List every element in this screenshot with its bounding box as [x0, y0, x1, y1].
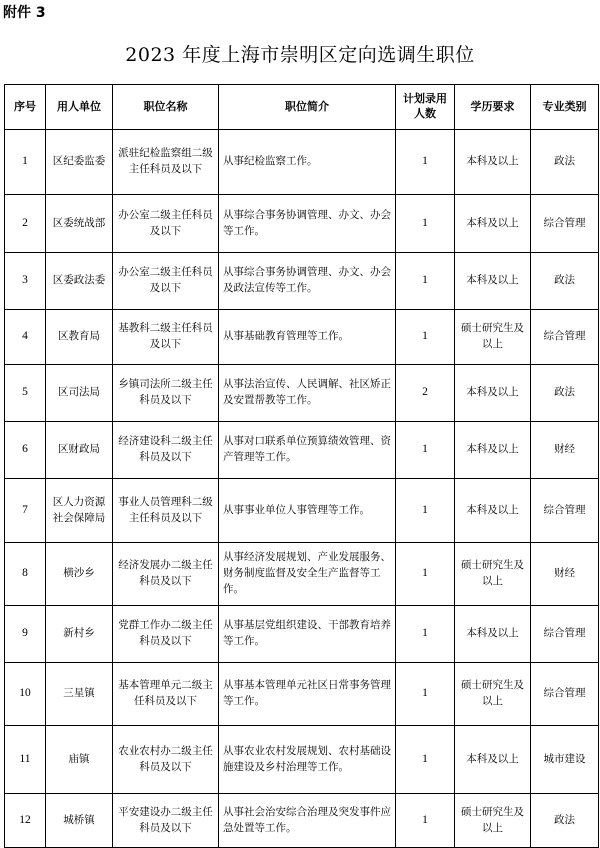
header-description: 职位简介 — [219, 85, 396, 130]
table-row — [5, 195, 599, 253]
header-unit: 用人单位 — [46, 85, 113, 130]
cell-description: 从事法治宣传、人民调解、社区矫正及安置帮教等工作。 — [219, 365, 396, 422]
table-row — [5, 794, 599, 848]
cell-unit: 庙镇 — [46, 726, 113, 794]
table-row — [5, 310, 599, 365]
cell-category: 政法 — [531, 130, 599, 195]
cell-category: 综合管理 — [531, 479, 599, 543]
cell-index: 6 — [5, 422, 46, 479]
cell-description: 从事经济发展规划、产业发展服务、财务制度监督及安全生产监督等工作。 — [219, 543, 396, 606]
table-row — [5, 422, 599, 479]
cell-description: 从事农业农村发展规划、农村基础设施建设及乡村治理等工作。 — [219, 726, 396, 794]
cell-education: 本科及以上 — [455, 195, 531, 253]
cell-description: 从事综合事务协调管理、办文、办会及政法宣传等工作。 — [219, 253, 396, 310]
cell-description: 从事基本管理单元社区日常事务管理等工作。 — [219, 663, 396, 726]
cell-position: 派驻纪检监察组二级主任科员及以下 — [113, 130, 219, 195]
cell-unit: 新村乡 — [46, 606, 113, 663]
cell-position: 乡镇司法所二级主任科员及以下 — [113, 365, 219, 422]
cell-education: 本科及以上 — [455, 606, 531, 663]
header-position: 职位名称 — [113, 85, 219, 130]
cell-index: 11 — [5, 726, 46, 794]
cell-count: 1 — [396, 422, 455, 479]
cell-education: 本科及以上 — [455, 479, 531, 543]
cell-education: 本科及以上 — [455, 726, 531, 794]
cell-position: 平安建设办二级主任科员及以下 — [113, 794, 219, 848]
cell-count: 1 — [396, 479, 455, 543]
cell-category: 综合管理 — [531, 606, 599, 663]
cell-count: 1 — [396, 663, 455, 726]
cell-category: 综合管理 — [531, 663, 599, 726]
cell-unit: 区教育局 — [46, 310, 113, 365]
cell-count: 2 — [396, 365, 455, 422]
cell-education: 本科及以上 — [455, 365, 531, 422]
cell-unit: 区委统战部 — [46, 195, 113, 253]
cell-position: 办公室二级主任科员及以下 — [113, 253, 219, 310]
cell-index: 9 — [5, 606, 46, 663]
cell-index: 4 — [5, 310, 46, 365]
header-category: 专业类别 — [531, 85, 599, 130]
cell-position: 基教科二级主任科员及以下 — [113, 310, 219, 365]
cell-index: 7 — [5, 479, 46, 543]
table-row — [5, 606, 599, 663]
cell-description: 从事综合事务协调管理、办文、办会等工作。 — [219, 195, 396, 253]
cell-unit: 区司法局 — [46, 365, 113, 422]
cell-category: 财经 — [531, 543, 599, 606]
positions-table — [4, 84, 599, 848]
cell-index: 1 — [5, 130, 46, 195]
cell-index: 5 — [5, 365, 46, 422]
header-count: 计划录用人数 — [396, 85, 455, 130]
cell-unit: 城桥镇 — [46, 794, 113, 848]
attachment-label: 附件 3 — [3, 5, 46, 21]
cell-position: 事业人员管理科二级主任科员及以下 — [113, 479, 219, 543]
cell-category: 综合管理 — [531, 195, 599, 253]
cell-category: 城市建设 — [531, 726, 599, 794]
document-title: 2023 年度上海市崇明区定向选调生职位 — [125, 44, 475, 66]
cell-education: 硕士研究生及以上 — [455, 310, 531, 365]
cell-education: 本科及以上 — [455, 253, 531, 310]
cell-index: 10 — [5, 663, 46, 726]
cell-description: 从事基层党组织建设、干部教育培养等工作。 — [219, 606, 396, 663]
cell-description: 从事对口联系单位预算绩效管理、资产管理等工作。 — [219, 422, 396, 479]
table-row — [5, 365, 599, 422]
cell-unit: 区人力资源社会保障局 — [46, 479, 113, 543]
cell-description: 从事事业单位人事管理等工作。 — [219, 479, 396, 543]
table-row — [5, 253, 599, 310]
cell-category: 政法 — [531, 794, 599, 848]
cell-education: 硕士研究生及以上 — [455, 794, 531, 848]
cell-position: 经济建设科二级主任科员及以下 — [113, 422, 219, 479]
cell-unit: 区委政法委 — [46, 253, 113, 310]
table-row — [5, 543, 599, 606]
table-row — [5, 663, 599, 726]
cell-count: 1 — [396, 606, 455, 663]
cell-index: 8 — [5, 543, 46, 606]
header-education: 学历要求 — [455, 85, 531, 130]
cell-description: 从事基础教育管理等工作。 — [219, 310, 396, 365]
cell-description: 从事社会治安综合治理及突发事件应急处置等工作。 — [219, 794, 396, 848]
cell-position: 基本管理单元二级主任科员及以下 — [113, 663, 219, 726]
cell-category: 综合管理 — [531, 310, 599, 365]
cell-count: 1 — [396, 130, 455, 195]
cell-category: 财经 — [531, 422, 599, 479]
cell-position: 党群工作办二级主任科员及以下 — [113, 606, 219, 663]
cell-education: 本科及以上 — [455, 422, 531, 479]
cell-count: 1 — [396, 195, 455, 253]
cell-position: 农业农村办二级主任科员及以下 — [113, 726, 219, 794]
cell-description: 从事纪检监察工作。 — [219, 130, 396, 195]
cell-index: 2 — [5, 195, 46, 253]
cell-index: 3 — [5, 253, 46, 310]
cell-position: 办公室二级主任科员及以下 — [113, 195, 219, 253]
cell-index: 12 — [5, 794, 46, 848]
cell-unit: 三星镇 — [46, 663, 113, 726]
cell-count: 1 — [396, 726, 455, 794]
cell-category: 政法 — [531, 365, 599, 422]
cell-count: 1 — [396, 310, 455, 365]
cell-unit: 区财政局 — [46, 422, 113, 479]
cell-count: 1 — [396, 253, 455, 310]
cell-unit: 区纪委监委 — [46, 130, 113, 195]
cell-position: 经济发展办二级主任科员及以下 — [113, 543, 219, 606]
cell-category: 政法 — [531, 253, 599, 310]
header-index: 序号 — [5, 85, 46, 130]
cell-count: 1 — [396, 543, 455, 606]
cell-education: 硕士研究生及以上 — [455, 663, 531, 726]
header-row — [5, 85, 599, 130]
table-row — [5, 479, 599, 543]
cell-education: 本科及以上 — [455, 130, 531, 195]
table-row — [5, 726, 599, 794]
cell-unit: 横沙乡 — [46, 543, 113, 606]
cell-count: 1 — [396, 794, 455, 848]
cell-education: 硕士研究生及以上 — [455, 543, 531, 606]
table-row — [5, 130, 599, 195]
